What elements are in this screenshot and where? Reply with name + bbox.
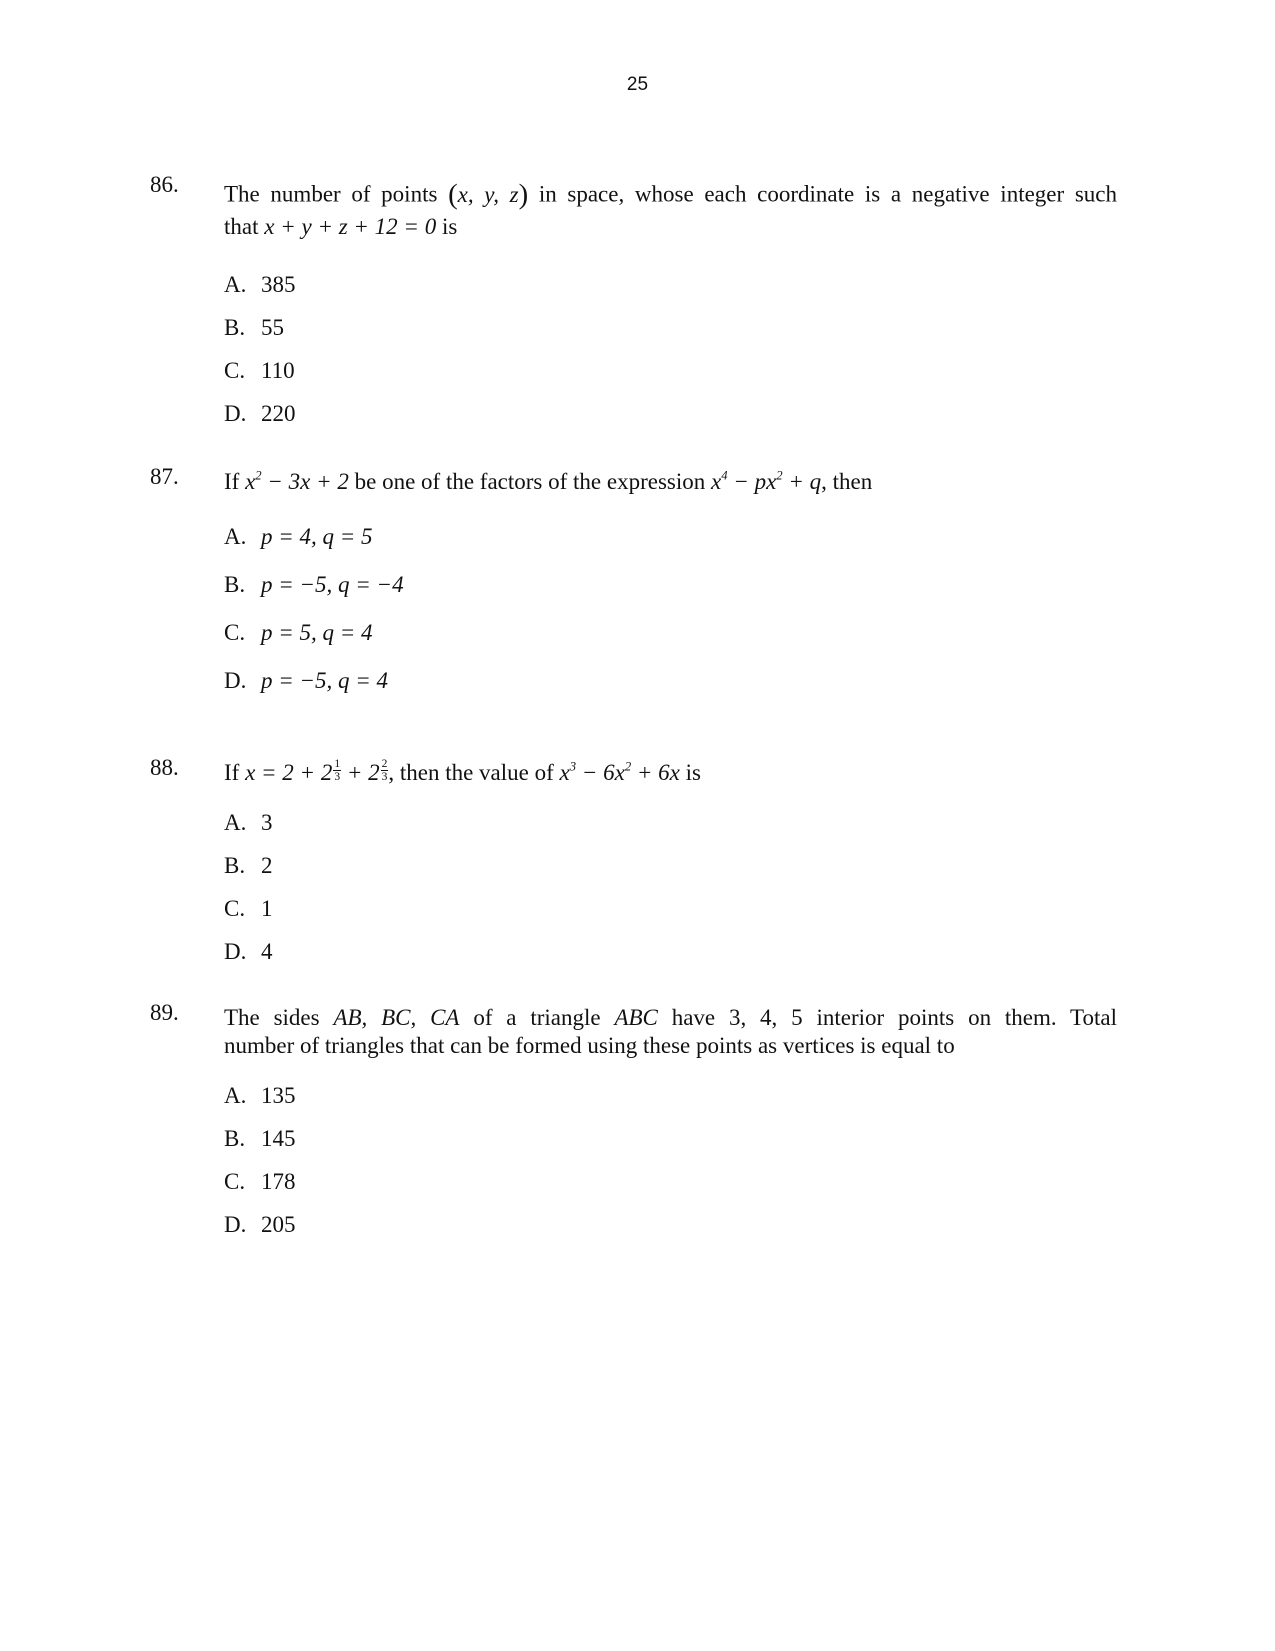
option-text: p = −5, q = −4 <box>261 572 404 597</box>
stem-text: that <box>224 214 265 239</box>
option-d[interactable] <box>224 930 273 973</box>
option-label: D. <box>224 401 247 426</box>
stem-text: , then the value of <box>388 760 560 785</box>
quartic-expression <box>711 469 821 494</box>
coordinate-expression: (x, y, z) <box>448 178 529 210</box>
option-text: 110 <box>261 358 295 383</box>
exponent: 3 <box>569 759 577 774</box>
expr-part: x <box>711 469 722 494</box>
option-text: 145 <box>261 1126 296 1151</box>
option-label: C. <box>224 620 246 645</box>
option-b[interactable] <box>224 306 296 349</box>
option-label: B. <box>224 572 246 597</box>
expr-part: + 2 <box>341 760 380 785</box>
options-list <box>224 513 404 705</box>
exponent: 4 <box>721 468 728 483</box>
stem-text: , then <box>821 469 873 494</box>
question-number: 87. <box>150 464 179 489</box>
x-definition <box>245 760 388 785</box>
option-text: 178 <box>261 1169 296 1194</box>
expr-part: − px <box>727 469 777 494</box>
exponent: 2 <box>255 468 262 483</box>
option-a[interactable] <box>224 1074 296 1117</box>
option-text: 2 <box>261 853 273 878</box>
option-label: A. <box>224 810 247 835</box>
option-label: D. <box>224 668 247 693</box>
question-stem-line-2 <box>224 209 1117 245</box>
stem-text: have 3, 4, 5 interior points on them. Total <box>657 1005 1117 1030</box>
option-text: 205 <box>261 1212 296 1237</box>
option-text: 55 <box>261 315 284 340</box>
option-text: 3 <box>261 810 273 835</box>
expr-part: x <box>245 469 256 494</box>
option-text: 135 <box>261 1083 296 1108</box>
question-stem <box>224 464 1117 500</box>
exponent-fraction <box>333 758 341 783</box>
fraction-denominator: 3 <box>381 771 388 784</box>
stem-text: in space, whose each coordinate is a negative integer such <box>528 181 1117 207</box>
option-b[interactable] <box>224 561 404 609</box>
option-label: B. <box>224 1126 246 1151</box>
option-label: D. <box>224 1212 247 1237</box>
option-text: 4 <box>261 939 273 964</box>
fraction-numerator: 1 <box>334 758 341 771</box>
option-c[interactable] <box>224 349 296 392</box>
options-list <box>224 1074 296 1246</box>
option-text: 385 <box>261 272 296 297</box>
expr-part: x = 2 + 2 <box>245 760 333 785</box>
expr-part: − 6x <box>576 760 625 785</box>
options-list <box>224 801 273 973</box>
coordinate-variables: x, y, z <box>457 181 519 207</box>
question-stem-line-2 <box>224 1028 1117 1064</box>
option-label: A. <box>224 272 247 297</box>
option-c[interactable] <box>224 887 273 930</box>
option-b[interactable] <box>224 1117 296 1160</box>
question-number: 88. <box>150 755 179 780</box>
option-text: p = 5, q = 4 <box>261 620 373 645</box>
option-d[interactable] <box>224 657 404 705</box>
expr-part: x <box>559 760 570 785</box>
option-label: A. <box>224 524 247 549</box>
exponent: 2 <box>624 759 632 774</box>
option-label: B. <box>224 315 246 340</box>
option-c[interactable] <box>224 609 404 657</box>
stem-text: The sides <box>224 1005 334 1030</box>
stem-text: is <box>436 214 458 239</box>
option-text: 220 <box>261 401 296 426</box>
option-b[interactable] <box>224 844 273 887</box>
triangle-name: ABC <box>614 1005 658 1030</box>
option-a[interactable] <box>224 513 404 561</box>
expr-part: + q <box>782 469 822 494</box>
option-text: p = 4, q = 5 <box>261 524 373 549</box>
option-c[interactable] <box>224 1160 296 1203</box>
option-label: A. <box>224 1083 247 1108</box>
quadratic-expression <box>245 469 349 494</box>
sides-list: AB, BC, CA <box>333 1005 460 1030</box>
fraction-numerator: 2 <box>381 758 388 771</box>
stem-text: number of triangles that can be formed using these points as vertices is equal to <box>224 1033 955 1058</box>
option-d[interactable] <box>224 1203 296 1246</box>
option-a[interactable] <box>224 801 273 844</box>
question-number: 89. <box>150 1000 179 1025</box>
stem-text: If <box>224 469 246 494</box>
stem-text: The number of points <box>224 181 449 207</box>
cubic-expression <box>560 760 680 785</box>
option-label: D. <box>224 939 247 964</box>
option-d[interactable] <box>224 392 296 435</box>
equation: x + y + z + 12 = 0 <box>264 214 437 239</box>
expr-part: + 6x <box>631 760 680 785</box>
fraction-denominator: 3 <box>334 771 341 784</box>
question-stem <box>224 755 1117 791</box>
option-text: 1 <box>261 896 273 921</box>
option-label: C. <box>224 896 246 921</box>
stem-text: of a triangle <box>459 1005 615 1030</box>
option-label: B. <box>224 853 246 878</box>
stem-text: is <box>679 760 701 785</box>
stem-text: be one of the factors of the expression <box>348 469 712 494</box>
expr-part: − 3x + 2 <box>261 469 349 494</box>
question-number: 86. <box>150 172 179 197</box>
option-label: C. <box>224 358 246 383</box>
page-number: 25 <box>626 74 649 95</box>
options-list <box>224 263 296 435</box>
exponent: 2 <box>776 468 783 483</box>
stem-text: If <box>224 760 246 785</box>
option-a[interactable] <box>224 263 296 306</box>
option-text: p = −5, q = 4 <box>261 668 389 693</box>
option-label: C. <box>224 1169 246 1194</box>
